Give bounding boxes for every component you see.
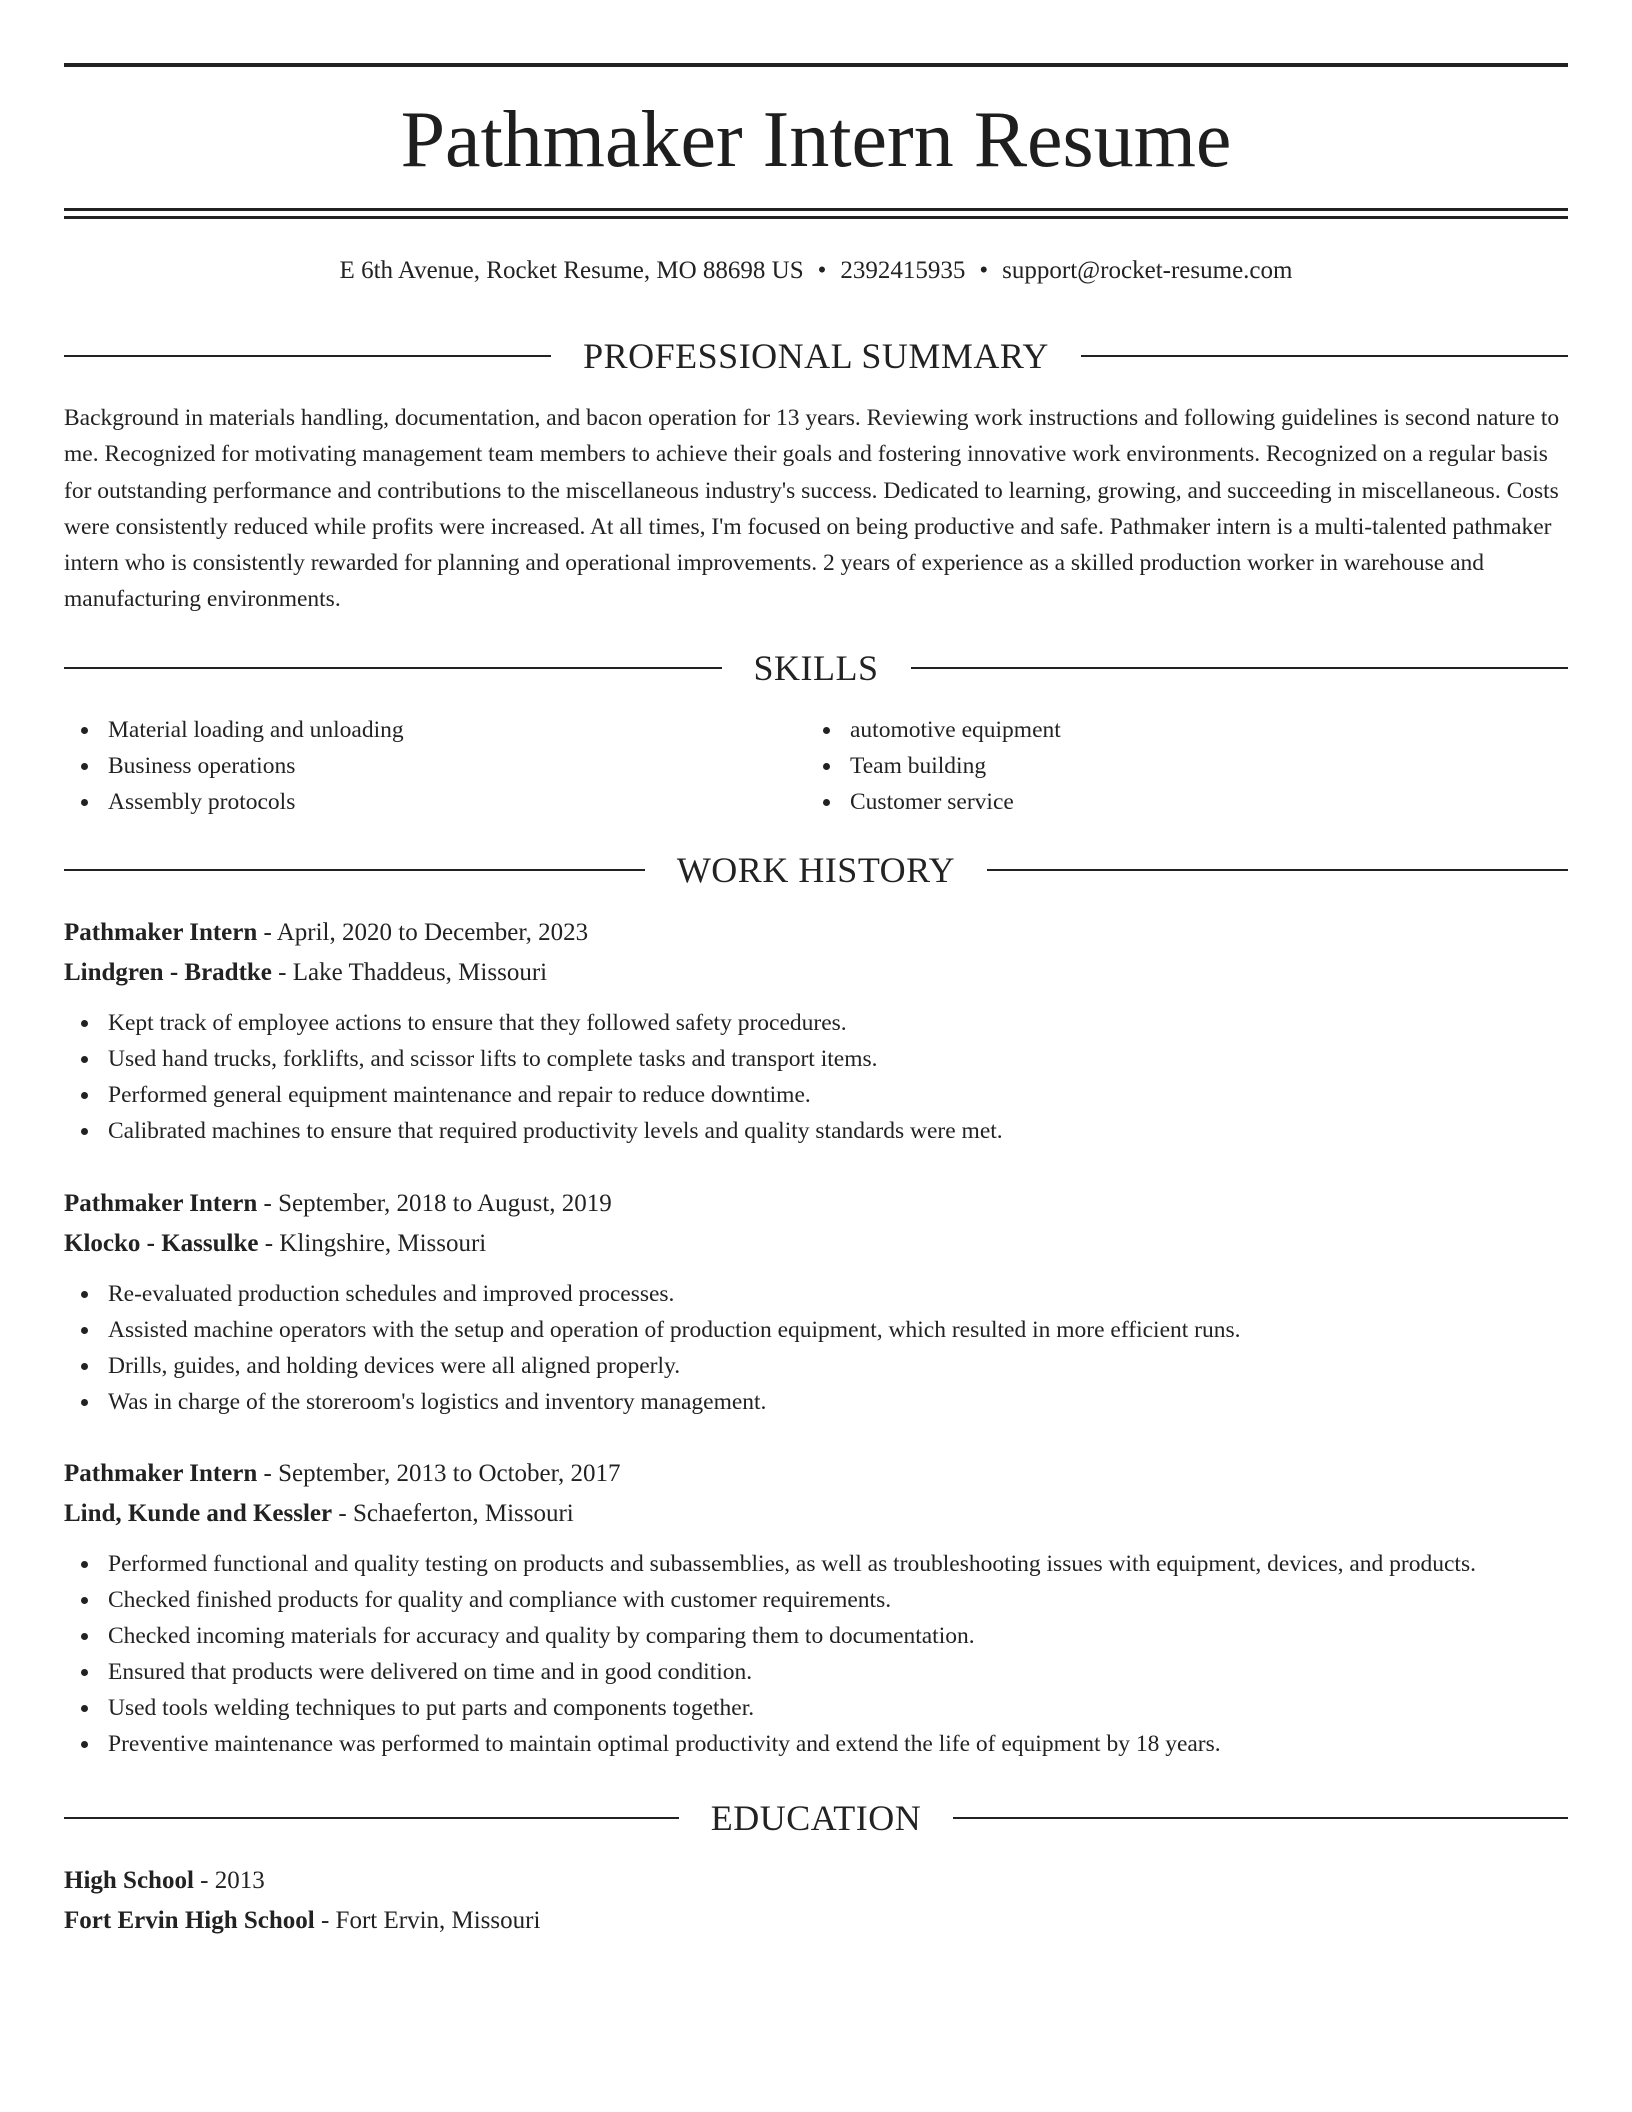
education-school-line: [64, 1901, 1568, 1941]
job-location: - Klingshire, Missouri: [258, 1230, 487, 1257]
skills-column-right: [806, 712, 1506, 820]
job-title-line: [64, 913, 1568, 953]
resume-title: Pathmaker Intern Resume: [400, 96, 1232, 184]
job-duty: Drills, guides, and holding devices were all aligned properly.: [64, 1348, 1568, 1384]
job-duty: Checked finished products for quality and compliance with customer requirements.: [64, 1582, 1568, 1618]
contact-separator: •: [979, 257, 989, 284]
title-rule-upper: [64, 208, 1568, 211]
heading-rule-left: [64, 667, 722, 669]
education-degree-line: [64, 1861, 1568, 1901]
job-dates: - September, 2013 to October, 2017: [257, 1460, 621, 1487]
job-duty: Preventive maintenance was performed to maintain optimal productivity and extend the life of equipment by 18 years.: [64, 1726, 1568, 1762]
job-duty: Checked incoming materials for accuracy and quality by comparing them to documentation.: [64, 1618, 1568, 1654]
job-title: Pathmaker Intern: [64, 1190, 258, 1217]
work-history-heading-label: WORK HISTORY: [676, 850, 956, 890]
job-duty: Performed general equipment maintenance and repair to reduce downtime.: [64, 1077, 1568, 1113]
job-duty: Was in charge of the storeroom's logistics and inventory management.: [64, 1384, 1568, 1420]
job-dates: - April, 2020 to December, 2023: [257, 919, 589, 946]
top-rule: [64, 63, 1568, 67]
job-duty: Used tools welding techniques to put parts and components together.: [64, 1690, 1568, 1726]
job-title-line: [64, 1184, 1568, 1224]
job-duties: [64, 1005, 1568, 1149]
skill-item: Team building: [806, 748, 1506, 784]
job-title-line: [64, 1454, 1568, 1494]
job-company-line: [64, 953, 1568, 993]
heading-rule-right: [1081, 355, 1568, 357]
job-dates: - September, 2018 to August, 2019: [257, 1190, 612, 1217]
contact-address: E 6th Avenue, Rocket Resume, MO 88698 US: [339, 257, 804, 284]
summary-heading: [64, 334, 1568, 378]
job-title: Pathmaker Intern: [64, 1460, 258, 1487]
skill-item: Assembly protocols: [64, 784, 764, 820]
job-duty: Calibrated machines to ensure that required productivity levels and quality standards were met.: [64, 1113, 1568, 1149]
contact-email: support@rocket-resume.com: [1002, 257, 1293, 284]
education-year: - 2013: [193, 1867, 265, 1894]
skills-heading-label: SKILLS: [753, 648, 879, 688]
title-rule-lower: [64, 216, 1568, 219]
education-school: Fort Ervin High School: [64, 1907, 315, 1934]
job-duty: Kept track of employee actions to ensure that they followed safety procedures.: [64, 1005, 1568, 1041]
job-duties: [64, 1546, 1568, 1762]
skills-heading: [64, 646, 1568, 690]
education-degree: High School: [64, 1867, 194, 1894]
education-heading-label: EDUCATION: [710, 1798, 922, 1838]
skill-item: Customer service: [806, 784, 1506, 820]
heading-rule-right: [953, 1817, 1568, 1819]
heading-rule-left: [64, 1817, 679, 1819]
heading-rule-left: [64, 869, 645, 871]
job-company: Lind, Kunde and Kessler: [64, 1500, 333, 1527]
job-entry: [64, 913, 1568, 1149]
summary-heading-label: PROFESSIONAL SUMMARY: [583, 336, 1049, 376]
job-company: Lindgren - Bradtke: [64, 959, 272, 986]
work-history-heading: [64, 848, 1568, 892]
job-duty: Performed functional and quality testing on products and subassemblies, as well as troubleshooting issues with equipment, devices, and products.: [64, 1546, 1568, 1582]
skills-column-left: [64, 712, 764, 820]
job-duties: [64, 1276, 1568, 1420]
job-company-line: [64, 1224, 1568, 1264]
heading-rule-right: [987, 869, 1568, 871]
job-entry: [64, 1454, 1568, 1762]
heading-rule-right: [911, 667, 1569, 669]
contact-line: [64, 254, 1568, 288]
education-heading: [64, 1796, 1568, 1840]
job-entry: [64, 1184, 1568, 1420]
job-location: - Lake Thaddeus, Missouri: [271, 959, 548, 986]
summary-text: Background in materials handling, documentation, and bacon operation for 13 years. Reviewing work instructions and following guidelines is second nature to me. Recognized for motivating management team members to achieve their goals and fostering innovative work environments. Recognized on a regular basis for outstanding performance and contributions to the miscellaneous industry's success. Dedicated to learning, growing, and succeeding in miscellaneous. Costs were consistently reduced while profits were increased. At all times, I'm focused on being productive and safe. Pathmaker intern is a multi-talented pathmaker intern who is consistently rewarded for planning and operational improvements. 2 years of experience as a skilled production worker in warehouse and manufacturing environments.: [64, 405, 1560, 613]
skill-item: Business operations: [64, 748, 764, 784]
education-entry: [64, 1861, 1568, 1941]
skill-item: Material loading and unloading: [64, 712, 764, 748]
job-duty: Ensured that products were delivered on time and in good condition.: [64, 1654, 1568, 1690]
job-location: - Schaeferton, Missouri: [332, 1500, 574, 1527]
job-company: Klocko - Kassulke: [64, 1230, 259, 1257]
job-title: Pathmaker Intern: [64, 919, 258, 946]
job-duty: Assisted machine operators with the setup and operation of production equipment, which resulted in more efficient runs.: [64, 1312, 1568, 1348]
education-location: - Fort Ervin, Missouri: [314, 1907, 541, 1934]
job-duty: Re-evaluated production schedules and improved processes.: [64, 1276, 1568, 1312]
job-company-line: [64, 1494, 1568, 1534]
contact-separator: •: [817, 257, 827, 284]
contact-phone: 2392415935: [840, 257, 966, 284]
heading-rule-left: [64, 355, 551, 357]
job-duty: Used hand trucks, forklifts, and scissor lifts to complete tasks and transport items.: [64, 1041, 1568, 1077]
skill-item: automotive equipment: [806, 712, 1506, 748]
